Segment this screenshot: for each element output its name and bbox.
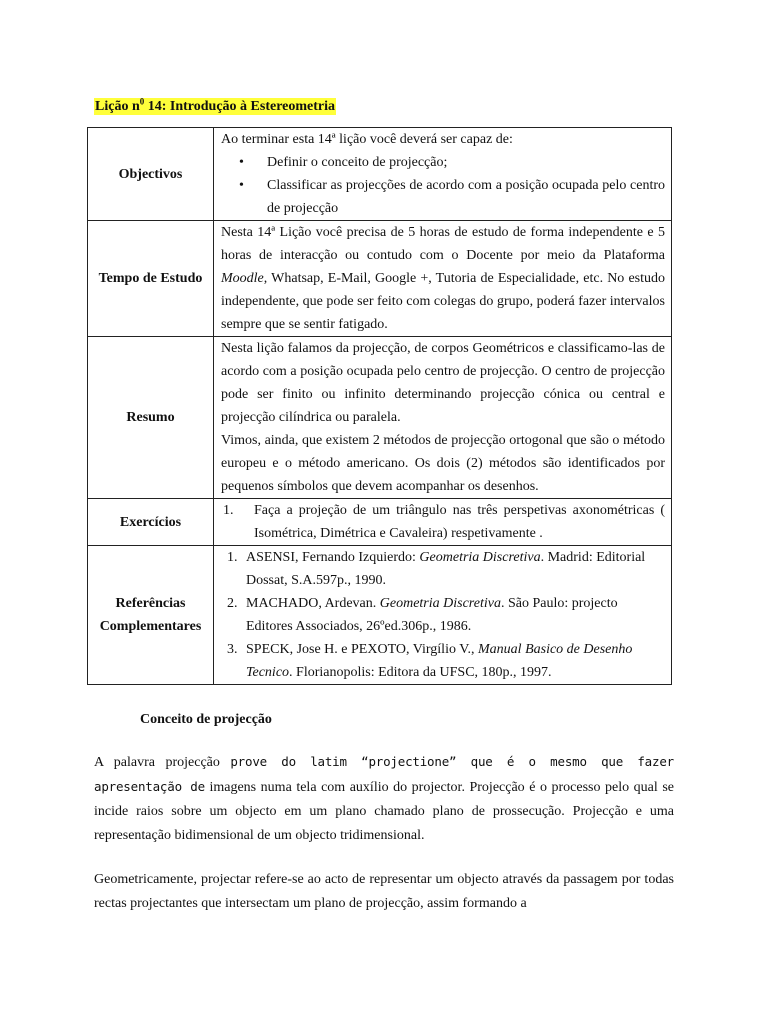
row-objectivos — [88, 128, 672, 221]
row-resumo — [88, 337, 672, 499]
objectivos-item: • Definir o conceito de projecção; — [221, 151, 665, 174]
para1-end: imagens numa tela com auxílio do projector. Projecção é o processo pelo qual se incide raios sobre um objecto em um plano chamado plano de prossecução. Projecção e uma representação bidimensional de um objecto tridimensional. — [94, 780, 674, 843]
row-referencias — [88, 546, 672, 685]
exercicios-label: Exercícios — [88, 499, 214, 546]
exercicio-number: 1. — [223, 503, 234, 518]
referencia-title: Geometria Discretiva — [379, 596, 501, 611]
exercicios-list — [221, 499, 665, 545]
referencia-publisher: . Madrid: Editorial Dossat, S.A.597p., 1990. — [246, 550, 646, 588]
row-tempo-de-estudo — [88, 221, 672, 337]
referencias-label-line-2: Complementares — [99, 619, 202, 634]
referencias-label — [88, 546, 214, 685]
lesson-info-table — [87, 127, 672, 685]
tempo-label: Tempo de Estudo — [88, 221, 214, 337]
referencia-publisher: . São Paulo: projecto Editores Associados, 26ºed.306p., 1986. — [246, 596, 618, 634]
objectivos-intro: Ao terminar esta 14ª lição você deverá ser capaz de: — [221, 132, 513, 147]
referencia-item — [221, 546, 665, 592]
para1-mono: prove do latim “projectione” que é o mesmo que fazer apresentação de — [94, 754, 674, 794]
referencia-author: ASENSI, Fernando Izquierdo: — [246, 550, 420, 565]
exercicios-content — [214, 499, 672, 546]
body-paragraph-2: Geometricamente, projectar refere-se ao acto de representar um objecto através da passagem por todas rectas projectantes que intersectam um plano de projecção, assim formando a — [94, 872, 674, 911]
tempo-content — [214, 221, 672, 337]
referencia-number: 2. — [227, 596, 238, 611]
resumo-label: Resumo — [88, 337, 214, 499]
referencia-author: MACHADO, Ardevan. — [246, 596, 380, 611]
para1-start: A palavra projecção — [94, 755, 231, 770]
referencia-item — [221, 638, 665, 684]
body-paragraph-1 — [94, 750, 674, 848]
referencias-content — [214, 546, 672, 685]
referencia-number: 3. — [227, 642, 238, 657]
exercicio-text: Faça a projeção de um triângulo nas três perspetivas axonométricas ( Isométrica, Dimétrica e Cavaleira) respetivamente . — [254, 503, 665, 541]
referencias-list — [221, 546, 665, 684]
referencia-publisher: . Florianopolis: Editora da UFSC, 180p., 1997. — [289, 665, 552, 680]
resumo-paragraph-1: Nesta lição falamos da projecção, de corpos Geométricos e classificamo-las de acordo com a posição ocupada pelo centro de projecção. O centro de projecção pode ser finito ou infinito determinando projecção cónica ou central e projecção cilíndrica ou paralela. — [221, 341, 665, 425]
objectivos-list — [221, 151, 665, 220]
referencia-item — [221, 592, 665, 638]
exercicio-item — [221, 499, 665, 545]
referencia-number: 1. — [227, 550, 238, 565]
lesson-title-sup: 0 — [139, 96, 145, 107]
referencia-author: SPECK, Jose H. e PEXOTO, Virgílio V., — [246, 642, 479, 657]
lesson-title-suffix: 14: Introdução à Estereometria — [144, 99, 336, 114]
resumo-content — [214, 337, 672, 499]
objectivos-label: Objectivos — [88, 128, 214, 221]
referencia-title: Geometria Discretiva — [419, 550, 541, 565]
referencias-label-line-1: Referências — [115, 596, 186, 611]
tempo-text-b: , Whatsap, E-Mail, Google +, Tutoria de Especialidade, etc. No estudo independente, que pode ser feito com colegas do grupo, poderá fazer intervalos sempre que se sentir fatigado. — [221, 271, 665, 332]
objectivos-item: • Classificar as projecções de acordo com a posição ocupada pelo centro de projecção — [221, 174, 665, 220]
referencia-title: Manual Basico de Desenho Tecnico — [246, 642, 633, 680]
tempo-text-moodle: Moodle — [221, 271, 264, 286]
lesson-title-prefix: Lição n — [95, 99, 140, 114]
row-exercicios — [88, 499, 672, 546]
tempo-text-a: Nesta 14ª Lição você precisa de 5 horas de estudo de forma independente e 5 horas de interacção ou contudo com o Docente por meio da Plataforma — [221, 225, 665, 263]
section-heading: Conceito de projecção — [140, 712, 272, 727]
resumo-paragraph-2: Vimos, ainda, que existem 2 métodos de projecção ortogonal que são o método europeu e o método americano. Os dois (2) métodos são identificados por pequenos símbolos que devem acompanhar os desenhos. — [221, 433, 665, 494]
objectivos-content — [214, 128, 672, 221]
lesson-title — [94, 98, 336, 115]
